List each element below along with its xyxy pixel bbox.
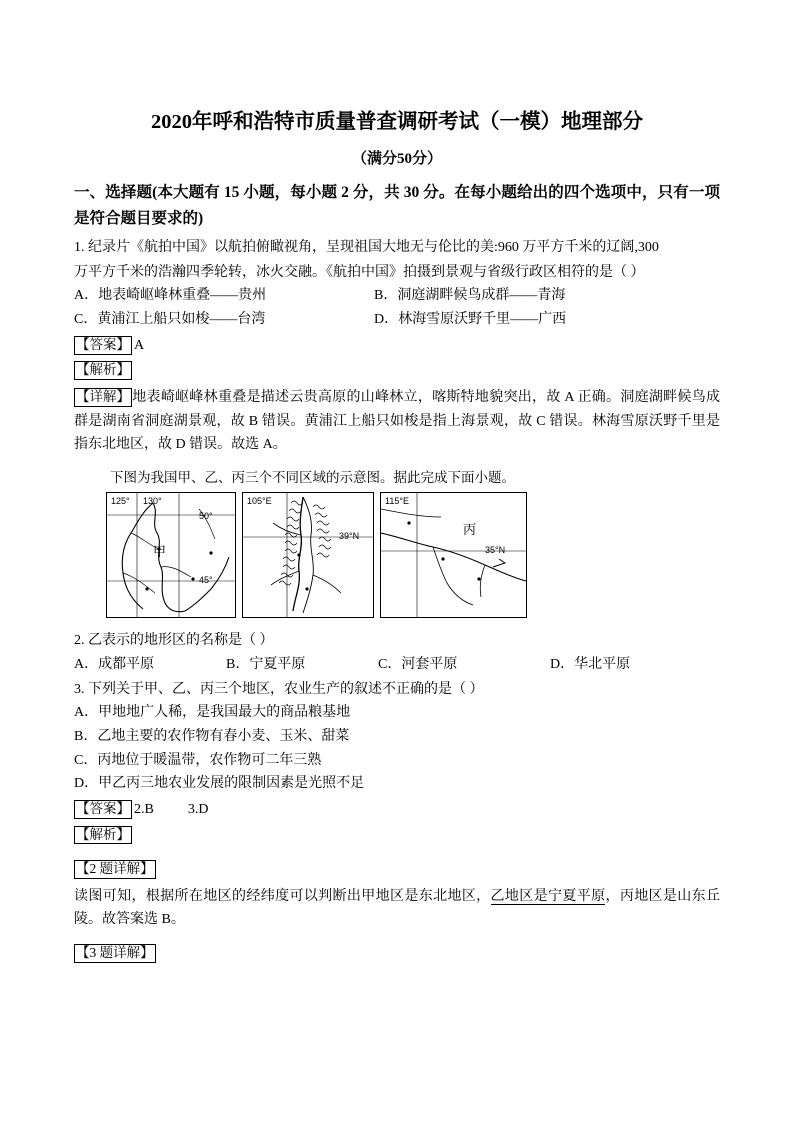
figure-maps (74, 492, 720, 618)
map-jia-label-125: 125° (111, 496, 130, 507)
question-3-options-row-2 (74, 726, 720, 749)
questions-23-answer-line (74, 799, 720, 822)
page-subtitle: （满分50分） (351, 150, 442, 167)
map-bing-drawing (381, 493, 526, 617)
page-title: 2020年呼和浩特市质量普查调研考试（一模）地理部分 (151, 111, 643, 133)
question-2-option-b[interactable]: B．宁夏平原 (226, 656, 306, 672)
map-jia (106, 492, 236, 618)
map-bing-label-115e: 115°E (385, 496, 409, 507)
question-3-number: 3. (74, 681, 85, 697)
map-yi-drawing (243, 493, 373, 617)
question-3-answer-value: 3.D (187, 801, 209, 817)
section-heading: 一、选择题(本大题有 15 小题，每小题 2 分，共 30 分。在每小题给出的四个选项中，只有一项是符合题目要求的) (74, 183, 720, 228)
question-3-option-c[interactable]: C．丙地位于暖温带，农作物可二年三熟 (74, 752, 322, 768)
question-1-answer-line (74, 335, 720, 358)
question-2-detail-tag-line (74, 859, 720, 882)
question-1-option-c[interactable]: C．黄浦江上船只如梭——台湾 (74, 312, 266, 328)
question-3-stem-text: 下列关于甲、乙、丙三个地区，农业生产的叙述不正确的是（ ） (88, 681, 484, 697)
question-2-options (74, 654, 720, 677)
question-3-option-d[interactable]: D．甲乙丙三地农业发展的限制因素是光照不足 (74, 776, 365, 792)
question-2-stem (74, 630, 720, 653)
question-2-option-c[interactable]: C．河套平原 (378, 656, 458, 672)
map-bing-name: 丙 (463, 522, 477, 538)
figure-caption: 下图为我国甲、乙、丙三个不同区域的示意图。据此完成下面小题。 (110, 469, 515, 485)
question-2-detail-text: 读图可知，根据所在地区的经纬度可以判断出甲地区是东北地区，乙地区是宁夏平原，丙地区是山东丘陵。故答案选 B。 (74, 888, 721, 928)
map-jia-name: 甲 (153, 544, 167, 560)
question-1-number: 1. (74, 240, 85, 255)
map-jia-drawing (107, 493, 235, 617)
question-1-detail (74, 386, 720, 457)
answer-tag-23: 【答案】 (74, 800, 132, 819)
question-3-options-row-3 (74, 750, 720, 773)
question-1-option-a[interactable]: A．地表崎岖峰林重叠——贵州 (74, 288, 267, 304)
map-jia-label-50: 50° (199, 511, 213, 522)
analysis-tag-23: 【解析】 (74, 826, 132, 845)
answer-tag: 【答案】 (74, 336, 132, 355)
question-2-stem-text: 乙表示的地形区的名称是（ ） (88, 633, 274, 649)
question-1-options-row-2 (74, 309, 720, 332)
detail-tag-q2: 【2 题详解】 (74, 860, 156, 879)
map-bing-label-35n: 35°N (485, 545, 506, 556)
detail-tag-q3: 【3 题详解】 (74, 944, 156, 963)
map-yi-label-39n: 39°N (339, 531, 360, 542)
question-1-option-d[interactable]: D．林海雪原沃野千里——广西 (374, 312, 567, 328)
map-bing (380, 492, 527, 618)
map-yi-label-105e: 105°E (247, 496, 272, 507)
question-1-option-b[interactable]: B．洞庭湖畔候鸟成群——青海 (374, 288, 566, 304)
questions-23-analysis-line (74, 825, 720, 848)
question-3-options-row-4 (74, 773, 720, 796)
question-2-option-d[interactable]: D．华北平原 (550, 656, 631, 672)
question-2-option-a[interactable]: A．成都平原 (74, 656, 155, 672)
question-3-detail-tag-line (74, 943, 720, 966)
analysis-tag: 【解析】 (74, 361, 132, 380)
question-1-stem-line2: 万平方千米的浩瀚四季轮转，冰火交融。《航拍中国》拍摄到景观与省级行政区相符的是（ ） (74, 264, 645, 280)
map-jia-label-130: 130° (143, 496, 162, 507)
question-3-option-b[interactable]: B．乙地主要的农作物有春小麦、玉米、甜菜 (74, 728, 350, 744)
question-1-answer-value: A (134, 337, 145, 353)
question-3-option-a[interactable]: A．甲地地广人稀，是我国最大的商品粮基地 (74, 705, 351, 721)
question-2-answer-value: 2.B (134, 801, 154, 817)
question-3-options-row-1 (74, 702, 720, 725)
question-1-detail-text: 地表崎岖峰林重叠是描述云贵高原的山峰林立，喀斯特地貌突出，故 A 正确。洞庭湖畔候鸟成群是湖南省洞庭湖景观，故 B 错误。黄浦江上船只如梭是指上海景观，故 C 错误。林海雪原沃野千里是指东北地区，故 D 错误。故选 A。 (74, 390, 720, 453)
question-2-number: 2. (74, 633, 85, 649)
question-3-stem (74, 679, 720, 702)
detail-tag: 【详解】 (74, 388, 132, 407)
question-1-stem-text-1: 纪录片《航拍中国》以航拍俯瞰视角，呈现祖国大地无与伦比的美:960 万平方千米的辽阔,300 (88, 240, 659, 255)
map-yi (242, 492, 374, 618)
question-1-options-row-1 (74, 285, 720, 308)
map-jia-label-45: 45° (199, 575, 213, 586)
question-1-stem-line1 (74, 237, 720, 260)
question-1-analysis-line (74, 360, 720, 383)
